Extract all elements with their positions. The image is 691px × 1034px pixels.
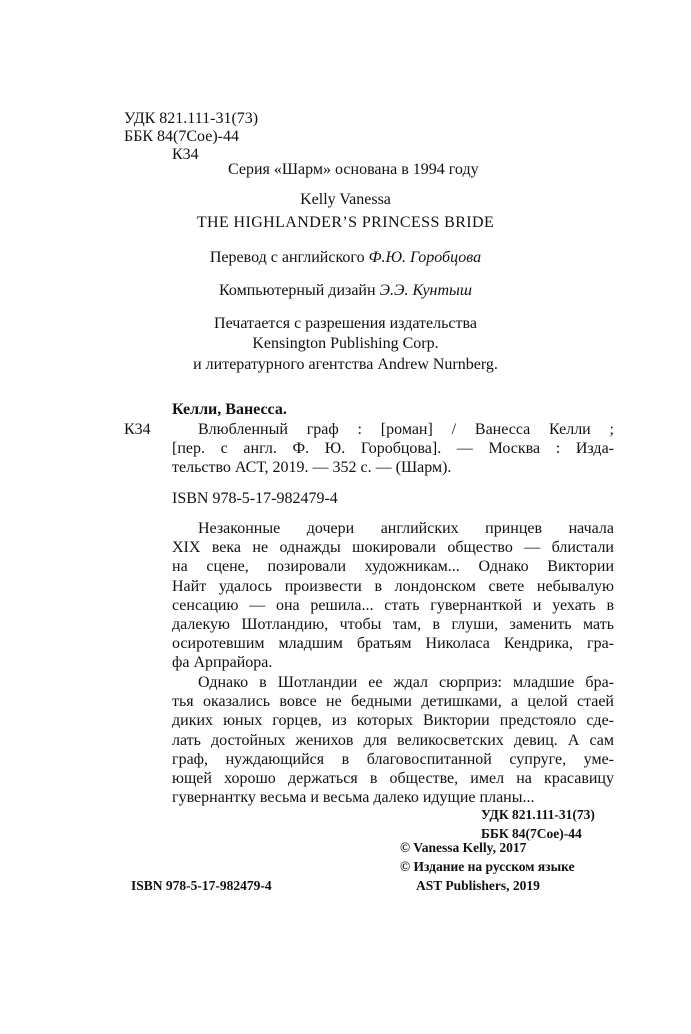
annotation-line: лать достойных женихов для великосветских девиц. А сам bbox=[172, 731, 614, 749]
series-note: Серия «Шарм» основана в 1994 году bbox=[228, 161, 479, 178]
design-label: Компьютерный дизайн bbox=[219, 282, 380, 299]
copyright-author: © Vanessa Kelly, 2017 bbox=[400, 840, 527, 855]
original-author-text: Kelly Vanessa bbox=[300, 191, 391, 208]
author-heading: Келли, Ванесса. bbox=[172, 401, 287, 418]
annotation-line: ющей хорошо держаться в обществе, имел на красавицу bbox=[172, 769, 614, 787]
annotation-line: осиротевшим младшим братьям Николаса Кендрика, гра- bbox=[172, 635, 614, 653]
designer-name: Э.Э. Кунтыш bbox=[379, 282, 472, 299]
annotation-line: гувернантку весьма и весьма далеко идущие планы... bbox=[172, 789, 535, 807]
annotation-line: XIX века не однажды шокировали общество — блистали bbox=[172, 539, 614, 557]
annotation-line: диких юных горцев, из которых Виктории предстояло сде- bbox=[172, 712, 614, 730]
bbk-code: ББК 84(7Сое)-44 bbox=[124, 128, 239, 145]
author-mark: К34 bbox=[172, 146, 199, 163]
bib-description bbox=[172, 420, 614, 478]
annotation-paragraph-1 bbox=[172, 519, 614, 673]
bib-line-3: тельство АСТ, 2019. — 352 с. — (Шарм). bbox=[172, 459, 452, 477]
annotation-line: граф, нуждающийся в благовоспитанной супруге, уме- bbox=[172, 750, 614, 768]
annotation-line: далекую Шотландию, чтобы там, в глуши, заменить мать bbox=[172, 615, 614, 633]
permission-line-2: Kensington Publishing Corp. bbox=[252, 335, 439, 352]
annotation-paragraph-2 bbox=[172, 673, 614, 807]
annotation-line: тья оказались вовсе не бедными детишками, а целой стаей bbox=[172, 693, 614, 711]
footer-bbk: ББК 84(7Сое)-44 bbox=[481, 826, 582, 841]
design-credit bbox=[0, 281, 691, 300]
footer-isbn: ISBN 978-5-17-982479-4 bbox=[131, 878, 272, 893]
bib-line-1: Влюбленный граф : [роман] / Ванесса Келли ; bbox=[198, 421, 614, 438]
footer-udk: УДК 821.111-31(73) bbox=[481, 807, 595, 822]
udk-code: УДК 821.111-31(73) bbox=[124, 110, 259, 127]
annotation-line: Найт удалось произвести в лондонском свете небывалую bbox=[172, 577, 614, 595]
annotation-line: Незаконные дочери английских принцев начала bbox=[198, 520, 614, 537]
permission-line-1: Печатается с разрешения издательства bbox=[214, 315, 477, 332]
translation-credit bbox=[0, 248, 691, 267]
annotation-line: сенсацию — она решила... стать гувернанткой и уехать в bbox=[172, 596, 614, 614]
copyright-publisher: AST Publishers, 2019 bbox=[416, 878, 540, 893]
annotation-line: на сцене, позировали художникам... Однако Виктории bbox=[172, 558, 614, 576]
original-title: THE HIGHLANDER’S PRINCESS BRIDE bbox=[196, 214, 495, 231]
bib-code: К34 bbox=[124, 421, 151, 438]
permission-line-3: и литературного агентства Andrew Nurnberg. bbox=[193, 356, 498, 373]
bib-isbn: ISBN 978-5-17-982479-4 bbox=[172, 490, 338, 507]
annotation-line: фа Арпрайора. bbox=[172, 654, 273, 672]
original-author bbox=[0, 190, 691, 209]
annotation-line: Однако в Шотландии ее ждал сюрприз: младшие бра- bbox=[198, 674, 614, 691]
translator-name: Ф.Ю. Горобцова bbox=[368, 249, 482, 266]
copyright-edition: © Издание на русском языке bbox=[400, 859, 575, 874]
bib-line-2: [пер. с англ. Ф. Ю. Горобцова]. — Москва : Изда- bbox=[172, 440, 614, 458]
translation-label: Перевод с английского bbox=[209, 249, 369, 266]
